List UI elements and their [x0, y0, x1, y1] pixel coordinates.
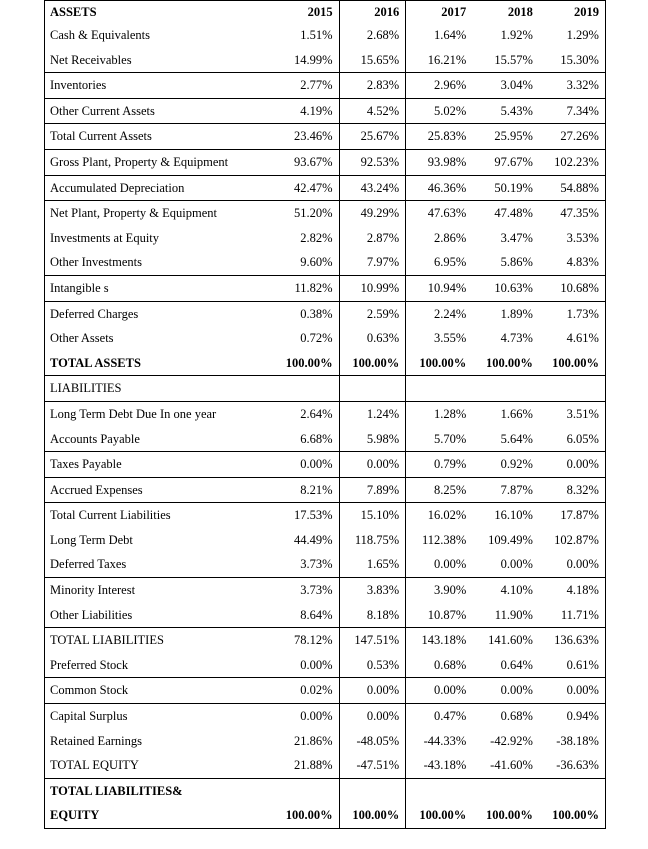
cell-2018: 15.57%: [494, 52, 533, 67]
cell-2016: -47.51%: [339, 753, 406, 778]
cell-2016: 7.97%: [339, 250, 406, 275]
table-row: [45, 528, 606, 553]
year-2017: 2017: [406, 1, 473, 24]
table-row: [45, 778, 606, 803]
row-label: Total Current Liabilities: [45, 503, 273, 528]
cell-2018: 10.63%: [472, 275, 539, 301]
cell-2015: [273, 376, 340, 402]
row-label: Net Receivables: [45, 48, 273, 73]
cell-2019: 100.00%: [539, 803, 606, 828]
cell-2018: 0.00%: [500, 557, 533, 572]
cell-2019: 0.00%: [539, 452, 606, 478]
cell-2016: 0.00%: [339, 452, 406, 478]
table-row: [45, 48, 606, 73]
table-row: [45, 376, 606, 402]
cell-2016: 7.89%: [339, 477, 406, 503]
cell-2017: 3.55%: [406, 326, 473, 351]
row-label: Taxes Payable: [45, 452, 273, 478]
cell-2019: 11.71%: [539, 603, 606, 628]
cell-2018: 4.73%: [500, 331, 533, 346]
cell-2016: [339, 376, 406, 402]
row-label: Long Term Debt Due In one year: [45, 401, 273, 426]
cell-2015: 14.99%: [294, 52, 333, 67]
header-row: [45, 1, 606, 24]
cell-2015: 3.73%: [273, 578, 340, 603]
table-row: [45, 226, 606, 251]
cell-2018: 141.60%: [472, 628, 539, 653]
table-row: [45, 149, 606, 175]
cell-2017: 1.64%: [406, 23, 473, 48]
row-label: Other Assets: [45, 326, 273, 351]
cell-2017: [406, 376, 473, 402]
cell-2019: 4.18%: [539, 578, 606, 603]
cell-2016: 0.00%: [339, 704, 406, 729]
row-label: Common Stock: [45, 678, 273, 704]
row-label: Cash & Equivalents: [45, 23, 273, 48]
cell-2019: -38.18%: [539, 729, 606, 754]
row-label: Deferred Charges: [45, 301, 273, 326]
cell-2015: 78.12%: [273, 628, 340, 653]
cell-2019: 8.32%: [539, 477, 606, 503]
cell-2016: 2.87%: [339, 226, 406, 251]
cell-2015: 2.64%: [273, 401, 340, 426]
cell-2017: 0.47%: [406, 704, 473, 729]
cell-2016: 43.24%: [339, 175, 406, 201]
row-label: Other Current Assets: [45, 98, 273, 124]
cell-2018: 5.43%: [472, 98, 539, 124]
cell-2015: 9.60%: [300, 255, 333, 270]
table-row: [45, 73, 606, 99]
cell-2017: 5.70%: [406, 427, 473, 452]
cell-2018: 16.10%: [472, 503, 539, 528]
cell-2015: 3.73%: [300, 557, 333, 572]
table-row: [45, 23, 606, 48]
cell-2018: 5.86%: [500, 255, 533, 270]
cell-2019: 102.87%: [539, 528, 606, 553]
cell-2017: 2.24%: [406, 301, 473, 326]
table-row: [45, 803, 606, 828]
cell-2015: 0.38%: [273, 301, 340, 326]
table-row: [45, 98, 606, 124]
cell-2017: 2.96%: [406, 73, 473, 99]
cell-2018: 0.68%: [472, 704, 539, 729]
row-label: Net Plant, Property & Equipment: [45, 201, 273, 226]
row-label: TOTAL LIABILITIES: [45, 628, 273, 653]
cell-2016: 0.53%: [339, 653, 406, 678]
table-row: [45, 678, 606, 704]
row-label: Accrued Expenses: [45, 477, 273, 503]
cell-2019: 27.26%: [539, 124, 606, 150]
cell-2017: 46.36%: [406, 175, 473, 201]
cell-2015: 4.19%: [273, 98, 340, 124]
row-label: Inventories: [45, 73, 273, 99]
table-row: [45, 201, 606, 226]
row-label: Retained Earnings: [45, 729, 273, 754]
cell-2016: 2.59%: [339, 301, 406, 326]
table-row: [45, 653, 606, 678]
cell-2015: 8.21%: [273, 477, 340, 503]
cell-2017: 47.63%: [406, 201, 473, 226]
cell-2015: 6.68%: [300, 431, 333, 446]
cell-2019: 102.23%: [539, 149, 606, 175]
row-label: Intangible s: [45, 275, 273, 301]
cell-2019: 6.05%: [539, 427, 606, 452]
cell-2015: 23.46%: [273, 124, 340, 150]
cell-2019: 4.83%: [539, 250, 606, 275]
cell-2019: 54.88%: [539, 175, 606, 201]
cell-2015: 2.77%: [273, 73, 340, 99]
cell-2015: 42.47%: [273, 175, 340, 201]
cell-2017: 0.79%: [406, 452, 473, 478]
cell-2016: 25.67%: [339, 124, 406, 150]
cell-2016: 92.53%: [339, 149, 406, 175]
cell-2016: 5.98%: [339, 427, 406, 452]
cell-2018: 0.00%: [472, 678, 539, 704]
cell-2015: [273, 778, 340, 803]
header-label: ASSETS: [45, 1, 273, 24]
row-label: LIABILITIES: [45, 376, 273, 402]
cell-2015: 0.02%: [273, 678, 340, 704]
cell-2016: 1.24%: [339, 401, 406, 426]
cell-2017: 16.21%: [406, 48, 473, 73]
table-body: [45, 23, 606, 829]
row-label: TOTAL LIABILITIES&: [45, 778, 273, 803]
cell-2017: 8.25%: [406, 477, 473, 503]
cell-2015: 21.86%: [294, 733, 333, 748]
cell-2018: 25.95%: [472, 124, 539, 150]
cell-2018: 50.19%: [472, 175, 539, 201]
table-row: [45, 603, 606, 628]
cell-2017: 0.00%: [406, 552, 473, 577]
cell-2017: [406, 778, 473, 803]
cell-2015: 51.20%: [273, 201, 340, 226]
cell-2017: 0.00%: [406, 678, 473, 704]
cell-2019: 3.32%: [539, 73, 606, 99]
cell-2018: 11.90%: [494, 607, 533, 622]
cell-2018: 0.64%: [500, 657, 533, 672]
cell-2019: 3.53%: [539, 226, 606, 251]
cell-2015: 100.00%: [273, 803, 340, 828]
cell-2016: 49.29%: [339, 201, 406, 226]
cell-2017: -43.18%: [406, 753, 473, 778]
table-row: [45, 275, 606, 301]
table-row: [45, 250, 606, 275]
cell-2018: 1.66%: [472, 401, 539, 426]
cell-2016: [339, 778, 406, 803]
cell-2017: 112.38%: [406, 528, 473, 553]
cell-2018: -42.92%: [490, 733, 533, 748]
cell-2017: 5.02%: [406, 98, 473, 124]
table-row: [45, 124, 606, 150]
year-2016: 2016: [339, 1, 406, 24]
cell-2016: 1.65%: [339, 552, 406, 577]
cell-2016: 8.18%: [339, 603, 406, 628]
cell-2017: 25.83%: [406, 124, 473, 150]
cell-2016: 2.83%: [339, 73, 406, 99]
cell-2016: 3.83%: [339, 578, 406, 603]
row-label: Accumulated Depreciation: [45, 175, 273, 201]
cell-2016: 4.52%: [339, 98, 406, 124]
cell-2018: 3.47%: [500, 230, 533, 245]
cell-2016: 100.00%: [339, 803, 406, 828]
cell-2015: 11.82%: [273, 275, 340, 301]
table-row: [45, 427, 606, 452]
cell-2016: -48.05%: [339, 729, 406, 754]
cell-2015: 21.88%: [294, 758, 333, 773]
cell-2019: 100.00%: [539, 351, 606, 376]
table-row: [45, 175, 606, 201]
cell-2018: 109.49%: [488, 532, 533, 547]
cell-2019: 3.51%: [539, 401, 606, 426]
cell-2019: 136.63%: [539, 628, 606, 653]
cell-2017: 6.95%: [406, 250, 473, 275]
cell-2015: 0.00%: [273, 452, 340, 478]
table-row: [45, 351, 606, 376]
cell-2018: [472, 778, 539, 803]
cell-2019: [539, 778, 606, 803]
cell-2019: 0.61%: [539, 653, 606, 678]
year-2019: 2019: [539, 1, 606, 24]
cell-2015: 2.82%: [300, 230, 333, 245]
cell-2015: 0.00%: [300, 657, 333, 672]
table-row: [45, 578, 606, 603]
cell-2019: 15.30%: [539, 48, 606, 73]
row-label: Accounts Payable: [45, 427, 273, 452]
cell-2019: 1.73%: [539, 301, 606, 326]
cell-2016: 2.68%: [339, 23, 406, 48]
cell-2016: 15.65%: [339, 48, 406, 73]
row-label: Deferred Taxes: [45, 552, 273, 577]
cell-2016: 10.99%: [339, 275, 406, 301]
table-row: [45, 452, 606, 478]
cell-2018: 1.89%: [472, 301, 539, 326]
cell-2019: -36.63%: [539, 753, 606, 778]
cell-2017: 100.00%: [406, 803, 473, 828]
cell-2015: 17.53%: [273, 503, 340, 528]
table-row: [45, 729, 606, 754]
year-2015: 2015: [273, 1, 340, 24]
cell-2017: 100.00%: [406, 351, 473, 376]
row-label: TOTAL EQUITY: [45, 753, 273, 778]
row-label: EQUITY: [45, 803, 273, 828]
cell-2019: 17.87%: [539, 503, 606, 528]
cell-2017: 16.02%: [406, 503, 473, 528]
cell-2018: 5.64%: [500, 431, 533, 446]
cell-2018: 1.92%: [500, 28, 533, 42]
cell-2016: 118.75%: [339, 528, 406, 553]
balance-sheet-table: [44, 0, 606, 829]
cell-2015: 0.00%: [273, 704, 340, 729]
row-label: Other Investments: [45, 250, 273, 275]
cell-2018: 4.10%: [472, 578, 539, 603]
row-label: TOTAL ASSETS: [45, 351, 273, 376]
cell-2018: 0.92%: [472, 452, 539, 478]
cell-2015: 8.64%: [300, 607, 333, 622]
cell-2016: 0.00%: [339, 678, 406, 704]
cell-2018: 3.04%: [472, 73, 539, 99]
year-2018: 2018: [472, 1, 539, 24]
row-label: Other Liabilities: [45, 603, 273, 628]
cell-2018: 97.67%: [472, 149, 539, 175]
cell-2017: 10.87%: [406, 603, 473, 628]
cell-2019: 0.00%: [539, 552, 606, 577]
table-row: [45, 477, 606, 503]
row-label: Investments at Equity: [45, 226, 273, 251]
cell-2019: 7.34%: [539, 98, 606, 124]
cell-2018: 100.00%: [486, 355, 533, 370]
cell-2016: 100.00%: [339, 351, 406, 376]
row-label: Capital Surplus: [45, 704, 273, 729]
cell-2017: 3.90%: [406, 578, 473, 603]
cell-2018: -41.60%: [490, 758, 533, 773]
row-label: Gross Plant, Property & Equipment: [45, 149, 273, 175]
table-row: [45, 753, 606, 778]
cell-2018: 7.87%: [472, 477, 539, 503]
cell-2017: 0.68%: [406, 653, 473, 678]
cell-2019: 0.94%: [539, 704, 606, 729]
row-label: Long Term Debt: [45, 528, 273, 553]
cell-2019: [539, 376, 606, 402]
table-row: [45, 401, 606, 426]
table-row: [45, 704, 606, 729]
table-row: [45, 301, 606, 326]
cell-2015: 0.72%: [300, 331, 333, 346]
cell-2016: 147.51%: [339, 628, 406, 653]
cell-2017: 2.86%: [406, 226, 473, 251]
cell-2019: 10.68%: [539, 275, 606, 301]
cell-2015: 93.67%: [273, 149, 340, 175]
cell-2018: 100.00%: [472, 803, 539, 828]
cell-2019: 4.61%: [539, 326, 606, 351]
cell-2017: 1.28%: [406, 401, 473, 426]
table-row: [45, 628, 606, 653]
row-label: Total Current Assets: [45, 124, 273, 150]
cell-2015: 1.51%: [300, 28, 333, 42]
table-row: [45, 503, 606, 528]
cell-2019: 47.35%: [539, 201, 606, 226]
table-row: [45, 326, 606, 351]
cell-2016: 0.63%: [339, 326, 406, 351]
cell-2015: 100.00%: [285, 355, 333, 370]
cell-2019: 0.00%: [539, 678, 606, 704]
row-label: Minority Interest: [45, 578, 273, 603]
cell-2017: 93.98%: [406, 149, 473, 175]
cell-2017: 10.94%: [406, 275, 473, 301]
cell-2017: 143.18%: [406, 628, 473, 653]
cell-2015: 44.49%: [294, 532, 333, 547]
cell-2018: [472, 376, 539, 402]
cell-2018: 47.48%: [472, 201, 539, 226]
table-row: [45, 552, 606, 577]
row-label: Preferred Stock: [45, 653, 273, 678]
cell-2017: -44.33%: [406, 729, 473, 754]
cell-2016: 15.10%: [339, 503, 406, 528]
cell-2019: 1.29%: [539, 23, 606, 48]
